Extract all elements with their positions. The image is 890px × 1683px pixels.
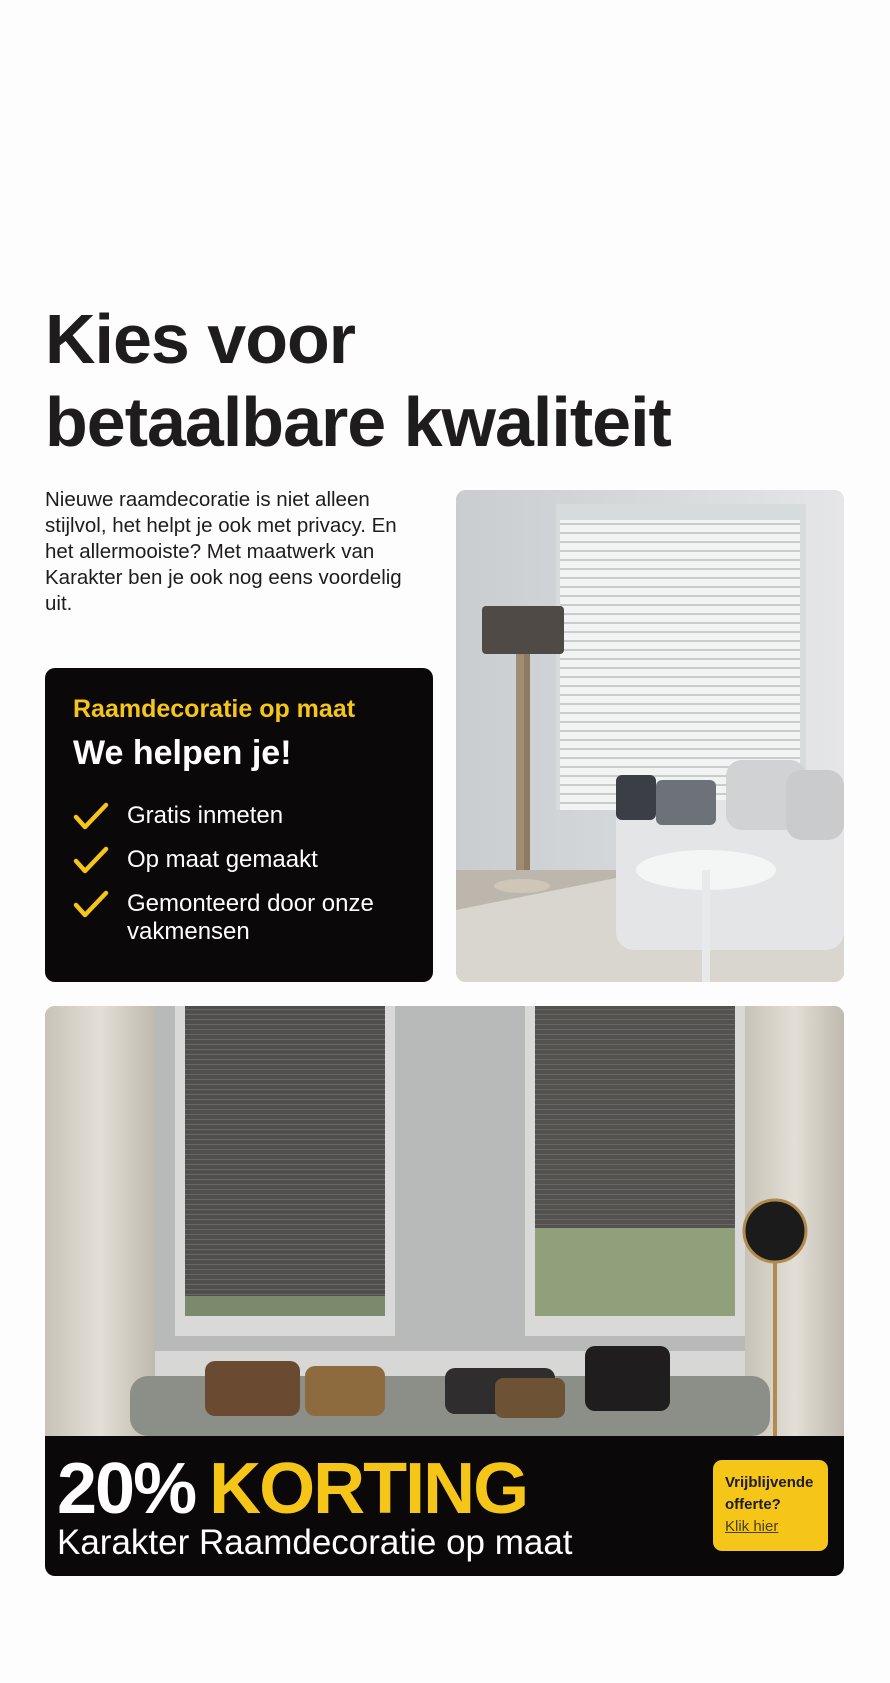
headline-line-1: Kies voor <box>45 300 355 378</box>
check-icon <box>73 802 109 832</box>
benefit-label: Gratis inmeten <box>127 802 284 829</box>
living-room-curtains-photo <box>45 1006 844 1436</box>
discount-subtitle: Karakter Raamdecoratie op maat <box>57 1523 573 1562</box>
help-card-title: We helpen je! <box>73 734 292 772</box>
headline-line-2: betaalbare kwaliteit <box>45 383 671 461</box>
help-card-kicker: Raamdecoratie op maat <box>73 695 356 723</box>
discount-percent: 20% <box>57 1449 196 1529</box>
quote-link[interactable]: Klik hier <box>725 1518 779 1535</box>
discount-banner[interactable] <box>45 1436 844 1576</box>
benefit-item <box>73 802 405 832</box>
quote-line-1: Vrijblijvende <box>725 1474 814 1491</box>
quote-request-button[interactable] <box>713 1460 828 1551</box>
quote-line-2: offerte? <box>725 1496 781 1513</box>
page-headline <box>45 298 845 464</box>
living-room-blinds-photo <box>456 490 844 982</box>
discount-label: KORTING <box>209 1449 528 1529</box>
discount-headline <box>57 1449 528 1529</box>
benefit-label: Op maat gemaakt <box>127 846 318 873</box>
intro-paragraph: Nieuwe raamdecoratie is niet alleen stijlvol, het helpt je ook met privacy. En het allermooiste? Met maatwerk van Karakter ben je ook nog eens voordelig uit. <box>45 488 402 615</box>
benefit-label: Gemonteerd door onze vakmensen <box>127 890 374 945</box>
check-icon <box>73 890 109 920</box>
benefit-item <box>73 846 405 876</box>
benefit-item <box>73 890 405 946</box>
check-icon <box>73 846 109 876</box>
help-card <box>45 668 433 982</box>
benefit-list <box>73 802 405 946</box>
